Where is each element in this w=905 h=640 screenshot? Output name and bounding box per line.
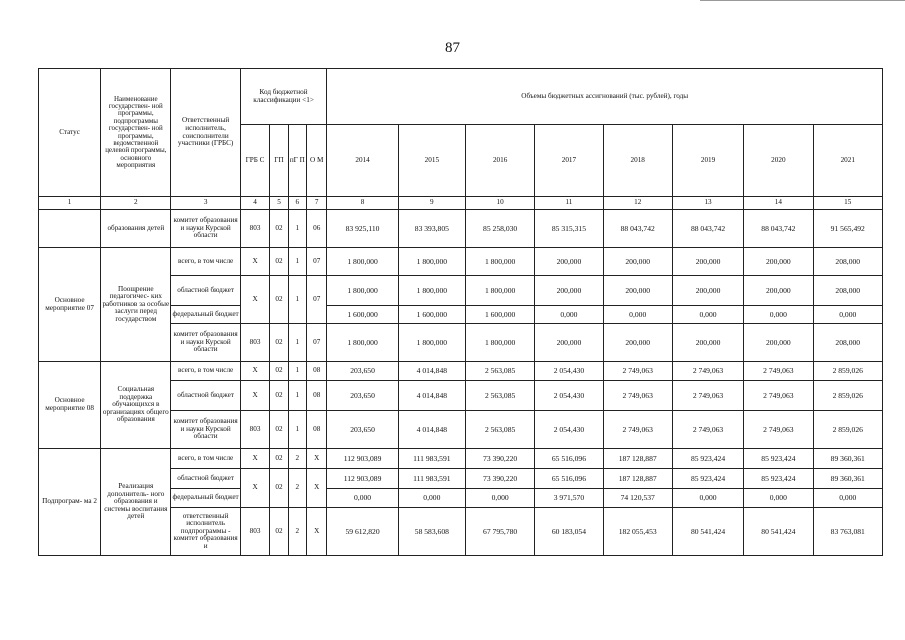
row-value: 208,000 [813,324,883,362]
row-value: 65 516,096 [535,449,603,469]
row-value: 0,000 [465,489,534,508]
row-value: 2 859,026 [813,381,883,411]
row-value: 91 565,492 [813,210,883,248]
column-number-row [39,197,883,210]
header-pgp: пГ П [288,125,306,197]
row-value: 187 128,887 [603,449,672,469]
row-value: 0,000 [813,489,883,508]
row-gp: 02 [270,469,288,508]
col-number: 3 [171,197,240,210]
row-value: 1 600,000 [465,306,534,324]
row-pgp: 2 [288,508,306,556]
row-value: 83 393,805 [398,210,465,248]
header-om: О М [307,125,327,197]
row-om: 07 [307,248,327,276]
row-value: 0,000 [398,489,465,508]
table-row [39,210,883,248]
col-number: 14 [744,197,813,210]
header-year: 2017 [535,125,603,197]
row-value: 80 541,424 [672,508,743,556]
row-value: 0,000 [603,306,672,324]
row-value: 2 054,430 [535,411,603,449]
col-number: 7 [307,197,327,210]
row-value: 200,000 [744,276,813,306]
row-value: 200,000 [672,248,743,276]
row-value: 89 360,361 [813,449,883,469]
row-value: 2 749,063 [603,362,672,381]
row-value: 1 800,000 [327,324,398,362]
row-gp: 02 [270,210,288,248]
row-value: 1 600,000 [398,306,465,324]
row-status: Подпрограм- ма 2 [39,449,101,556]
row-value: 2 749,063 [603,411,672,449]
row-value: 2 859,026 [813,411,883,449]
row-name: образования детей [101,210,171,248]
row-gp: 02 [270,324,288,362]
row-executor: ответственный исполнитель подпрограммы - комитет образования и [171,508,240,556]
row-value: 111 983,591 [398,469,465,489]
row-grbs: X [240,362,270,381]
row-pgp: 1 [288,210,306,248]
header-executor: Ответственный исполнитель, соисполнители участники (ГРБС) [171,69,240,197]
header-year: 2021 [813,125,883,197]
row-value: 208,000 [813,248,883,276]
row-value: 67 795,780 [465,508,534,556]
row-value: 65 516,096 [535,469,603,489]
row-grbs: 803 [240,411,270,449]
row-value: 200,000 [672,276,743,306]
row-value: 208,000 [813,276,883,306]
header-gp: ГП [270,125,288,197]
row-gp: 02 [270,276,288,324]
row-executor: федеральный бюджет [171,489,240,508]
header-year: 2020 [744,125,813,197]
row-value: 0,000 [672,306,743,324]
row-value: 88 043,742 [672,210,743,248]
row-pgp: 2 [288,449,306,469]
row-value: 85 923,424 [672,469,743,489]
row-value: 182 055,453 [603,508,672,556]
row-value: 200,000 [744,248,813,276]
row-value: 0,000 [535,306,603,324]
row-value: 0,000 [744,489,813,508]
row-value: 0,000 [744,306,813,324]
header-year: 2014 [327,125,398,197]
row-value: 2 749,063 [744,362,813,381]
row-value: 2 749,063 [672,362,743,381]
row-grbs: X [240,449,270,469]
row-value: 3 971,570 [535,489,603,508]
row-value: 200,000 [744,324,813,362]
col-number: 1 [39,197,101,210]
row-value: 73 390,220 [465,469,534,489]
col-number: 9 [398,197,465,210]
table-row [39,362,883,381]
row-gp: 02 [270,362,288,381]
row-value: 112 903,089 [327,449,398,469]
row-value: 1 800,000 [398,248,465,276]
row-grbs: X [240,469,270,508]
row-value: 111 983,591 [398,449,465,469]
row-value: 200,000 [603,324,672,362]
row-value: 187 128,887 [603,469,672,489]
row-value: 2 563,085 [465,411,534,449]
row-pgp: 1 [288,324,306,362]
row-executor: областной бюджет [171,276,240,306]
row-value: 58 583,608 [398,508,465,556]
row-value: 1 800,000 [327,248,398,276]
row-name: Реализация дополнитель- ного образования и системы воспитания детей [101,449,171,556]
row-name: Социальная поддержка обучающихся в организациях общего образования [101,362,171,449]
row-value: 2 054,430 [535,362,603,381]
row-value: 83 763,081 [813,508,883,556]
header-name: Наименование государствен- ной программы, подпрограммы государствен- ной программы, ведомственной целевой программы, основного мероприятия [101,69,171,197]
row-gp: 02 [270,508,288,556]
row-value: 85 923,424 [744,469,813,489]
col-number: 8 [327,197,398,210]
row-om: 08 [307,362,327,381]
row-grbs: X [240,381,270,411]
row-value: 1 800,000 [398,324,465,362]
row-value: 1 800,000 [465,248,534,276]
row-value: 200,000 [603,248,672,276]
row-value: 203,650 [327,411,398,449]
row-value: 200,000 [535,276,603,306]
row-value: 2 563,085 [465,362,534,381]
row-value: 4 014,848 [398,381,465,411]
row-value: 74 120,537 [603,489,672,508]
col-number: 12 [603,197,672,210]
row-status: Основное мероприятие 07 [39,248,101,362]
header-year: 2015 [398,125,465,197]
row-value: 1 800,000 [398,276,465,306]
row-om: 08 [307,381,327,411]
row-executor: областной бюджет [171,381,240,411]
col-number: 10 [465,197,534,210]
table-row [39,248,883,276]
row-om: X [307,469,327,508]
col-number: 13 [672,197,743,210]
row-value: 1 800,000 [327,276,398,306]
row-value: 59 612,820 [327,508,398,556]
header-code-group: Код бюджетной классификации <1> [240,69,327,125]
row-value: 200,000 [603,276,672,306]
row-gp: 02 [270,381,288,411]
row-executor: комитет образования и науки Курской области [171,411,240,449]
table-row [39,449,883,469]
row-value: 203,650 [327,362,398,381]
row-value: 80 541,424 [744,508,813,556]
col-number: 11 [535,197,603,210]
row-value: 2 749,063 [672,411,743,449]
top-rule [700,0,905,1]
row-gp: 02 [270,411,288,449]
row-om: 08 [307,411,327,449]
row-value: 73 390,220 [465,449,534,469]
row-value: 2 054,430 [535,381,603,411]
row-executor: областной бюджет [171,469,240,489]
row-grbs: 803 [240,210,270,248]
row-value: 4 014,848 [398,411,465,449]
row-executor: комитет образования и науки Курской области [171,324,240,362]
row-status: Основное мероприятие 08 [39,362,101,449]
row-value: 85 923,424 [744,449,813,469]
row-value: 85 923,424 [672,449,743,469]
header-year: 2016 [465,125,534,197]
budget-table [38,68,883,556]
row-pgp: 2 [288,469,306,508]
row-om: X [307,508,327,556]
row-value: 0,000 [327,489,398,508]
row-om: 07 [307,324,327,362]
row-gp: 02 [270,449,288,469]
row-om: X [307,449,327,469]
row-value: 4 014,848 [398,362,465,381]
row-value: 203,650 [327,381,398,411]
row-value: 2 563,085 [465,381,534,411]
row-name: Поощрение педагогичес- ких работников за особые заслуги перед государством [101,248,171,362]
header-volumes-group: Объемы бюджетных ассигнований (тыс. рублей), годы [327,69,883,125]
row-value: 88 043,742 [744,210,813,248]
row-executor: комитет образования и науки Курской области [171,210,240,248]
row-value: 2 749,063 [603,381,672,411]
row-executor: всего, в том числе [171,248,240,276]
row-grbs: X [240,276,270,324]
row-pgp: 1 [288,381,306,411]
row-value: 0,000 [672,489,743,508]
row-value: 1 800,000 [465,276,534,306]
row-pgp: 1 [288,276,306,324]
col-number: 5 [270,197,288,210]
row-status [39,210,101,248]
row-pgp: 1 [288,411,306,449]
row-value: 60 183,054 [535,508,603,556]
row-om: 06 [307,210,327,248]
header-status: Статус [39,69,101,197]
row-grbs: X [240,248,270,276]
row-om: 07 [307,276,327,324]
row-value: 1 600,000 [327,306,398,324]
col-number: 6 [288,197,306,210]
row-value: 2 859,026 [813,362,883,381]
row-value: 85 258,030 [465,210,534,248]
row-value: 2 749,063 [672,381,743,411]
row-executor: федеральный бюджет [171,306,240,324]
row-value: 83 925,110 [327,210,398,248]
row-value: 112 903,089 [327,469,398,489]
row-pgp: 1 [288,362,306,381]
row-value: 200,000 [535,324,603,362]
row-value: 88 043,742 [603,210,672,248]
row-value: 89 360,361 [813,469,883,489]
row-value: 2 749,063 [744,381,813,411]
col-number: 4 [240,197,270,210]
header-year: 2019 [672,125,743,197]
row-value: 85 315,315 [535,210,603,248]
row-gp: 02 [270,248,288,276]
row-value: 0,000 [813,306,883,324]
col-number: 15 [813,197,883,210]
row-grbs: 803 [240,324,270,362]
row-value: 2 749,063 [744,411,813,449]
col-number: 2 [101,197,171,210]
page-number: 87 [445,40,460,56]
row-grbs: 803 [240,508,270,556]
header-grbs: ГРБ С [240,125,270,197]
row-value: 200,000 [535,248,603,276]
row-pgp: 1 [288,248,306,276]
row-executor: всего, в том числе [171,362,240,381]
row-value: 1 800,000 [465,324,534,362]
row-executor: всего, в том числе [171,449,240,469]
header-row-1 [39,69,883,125]
row-value: 200,000 [672,324,743,362]
header-year: 2018 [603,125,672,197]
